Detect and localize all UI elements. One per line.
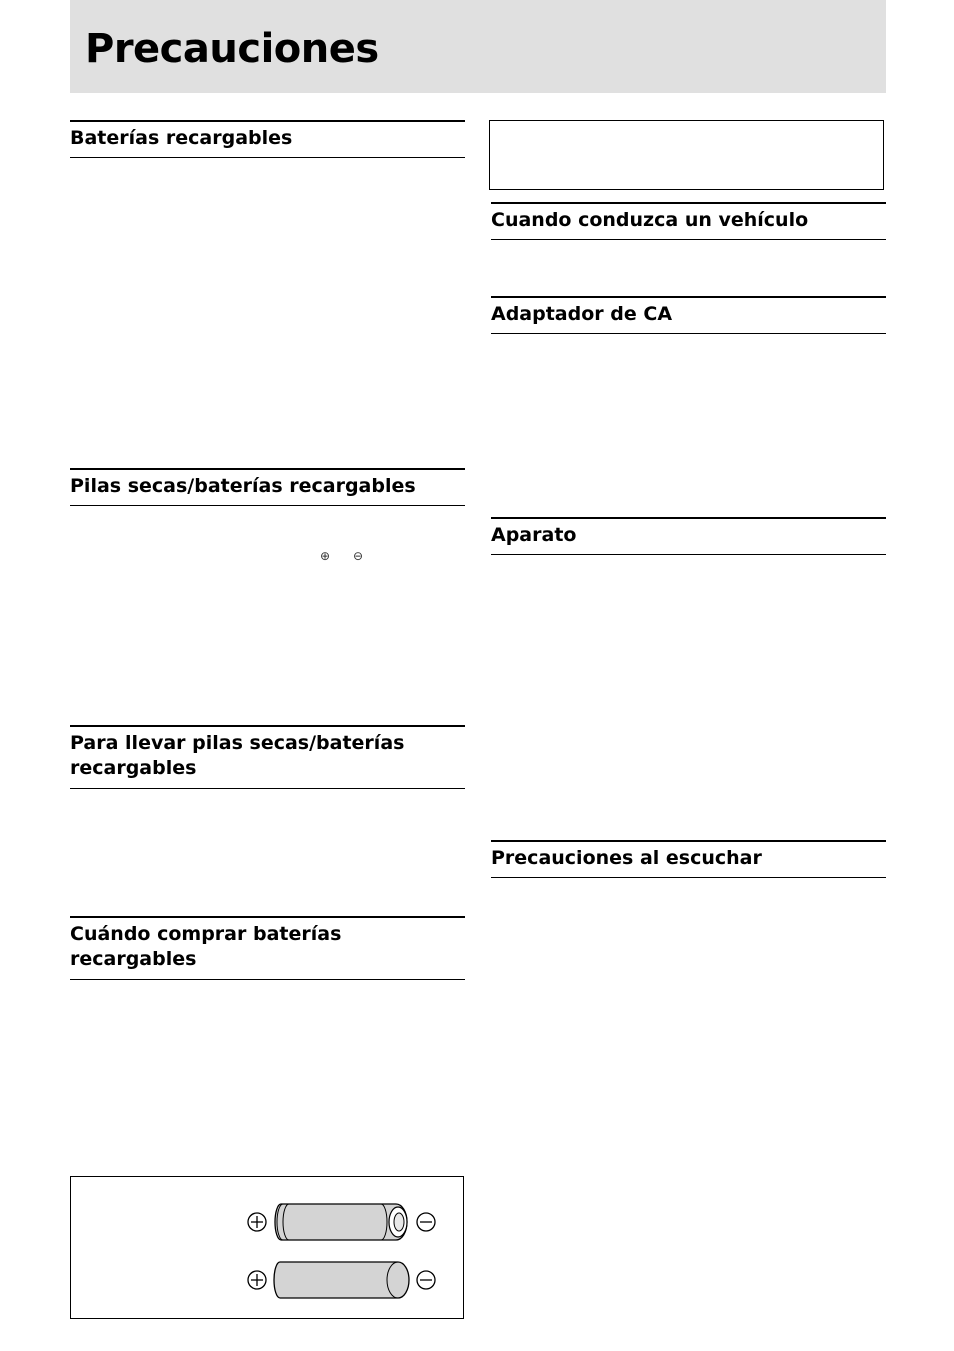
section-heading-baterias-recargables [70,120,465,158]
battery-illustration [71,1177,465,1320]
dry-battery-icon [248,1262,435,1298]
section-heading-text: Precauciones al escuchar [491,847,762,869]
title-band [70,0,886,93]
section-heading-pilas-secas [70,468,465,506]
battery-illustration-box [70,1176,464,1319]
section-heading-text: Aparato [491,524,577,546]
section-heading-cuando-conduzca [491,202,886,240]
section-heading-text: Adaptador de CA [491,303,673,325]
plus-symbol: ⊕ [320,549,331,563]
section-heading-para-llevar [70,725,465,789]
section-heading-precauciones-escuchar [491,840,886,878]
section-heading-text: Cuando conduzca un vehículo [491,209,809,231]
note-box [489,120,884,190]
rechargeable-battery-icon [248,1204,435,1240]
page-title: Precauciones [85,26,379,72]
section-heading-text: Baterías recargables [70,127,293,149]
section-heading-text: Pilas secas/baterías recargables [70,475,416,497]
minus-symbol: ⊖ [353,549,364,563]
section-heading-aparato [491,517,886,555]
section-heading-adaptador [491,296,886,334]
section-heading-text: Para llevar pilas secas/baterías recargables [70,732,405,779]
section-heading-cuando-comprar [70,916,465,980]
section-heading-text: Cuándo comprar baterías recargables [70,923,342,970]
